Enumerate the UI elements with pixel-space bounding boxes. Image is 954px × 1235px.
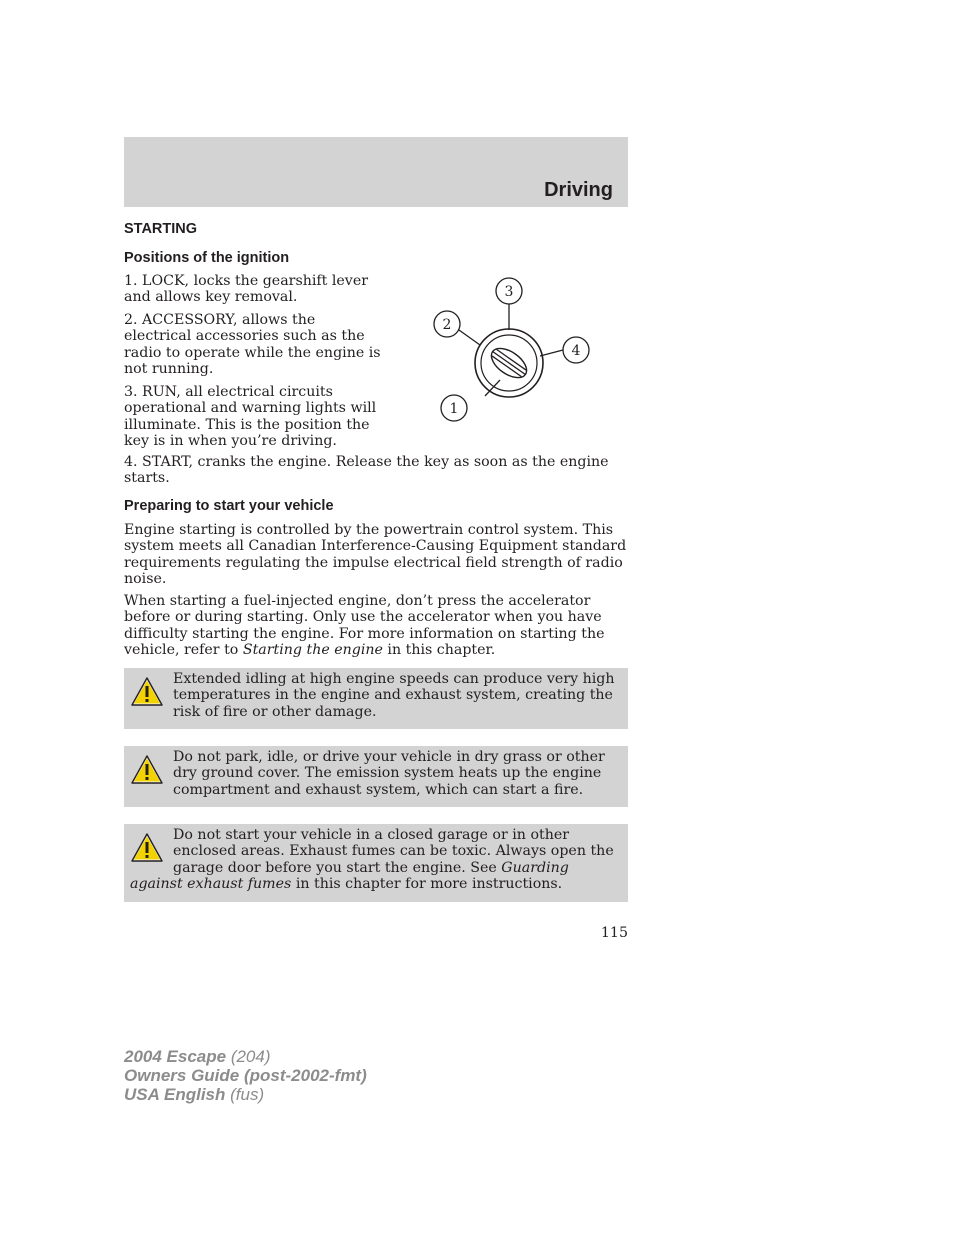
para-fuel-injected: When starting a fuel-injected engine, don’t press the accelerator before or during starting. Only use the accelerator when you have difficulty starting the engine. For more information on starting the vehicle, refer to Starting the engine in this chapter. <box>124 593 605 658</box>
section-header-band <box>124 137 628 207</box>
ignition-item-accessory: 2. ACCESSORY, allows the electrical accessories such as the radio to operate while the engine is not running. <box>124 312 381 377</box>
para-powertrain: Engine starting is controlled by the powertrain control system. This system meets all Canadian Interference-Causing Equipment standard requirements regulating the impulse electrical field strength of radio noise. <box>124 522 627 587</box>
warning-box-garage <box>124 824 628 902</box>
section-title: Driving <box>544 179 613 201</box>
cross-reference: Guarding against exhaust fumes <box>130 859 569 892</box>
heading-positions: Positions of the ignition <box>124 250 290 266</box>
diagram-label-2: 2 <box>442 317 452 333</box>
warning-text-dry-grass: Do not park, idle, or drive your vehicle in dry grass or other dry ground cover. The emission system heats up the engine compartment and exhaust system, which can start a fire. <box>173 749 605 798</box>
diagram-label-1: 1 <box>449 401 459 417</box>
warning-text-idling: Extended idling at high engine speeds can produce very high temperatures in the engine and exhaust system, creating the risk of fire or other damage. <box>173 671 615 720</box>
ignition-item-start: 4. START, cranks the engine. Release the key as soon as the engine starts. <box>124 454 609 487</box>
warning-box-dry-grass <box>124 746 628 807</box>
footer-edition-info: 2004 Escape (204) Owners Guide (post-2002-fmt) USA English (fus) <box>124 1047 367 1104</box>
diagram-label-4: 4 <box>571 343 581 359</box>
ignition-item-lock: 1. LOCK, locks the gearshift lever and allows key removal. <box>124 273 368 306</box>
warning-triangle-icon <box>130 675 164 709</box>
warning-box-idling <box>124 668 628 729</box>
key-cylinder-icon <box>486 343 531 384</box>
warning-triangle-icon <box>130 831 164 865</box>
ignition-item-run: 3. RUN, all electrical circuits operational and warning lights will illuminate. This is the position the key is in when you’re driving. <box>124 384 377 449</box>
warning-triangle-icon <box>130 753 164 787</box>
heading-preparing: Preparing to start your vehicle <box>124 498 334 514</box>
page-number: 115 <box>600 925 628 941</box>
warning-text-garage: Do not start your vehicle in a closed garage or in other enclosed areas. Exhaust fumes can be toxic. Always open the garage door before you start the engine. See Guarding against exhaust fumes in this chapter for more instructions. <box>130 827 614 892</box>
ignition-diagram <box>425 270 595 430</box>
diagram-label-3: 3 <box>504 284 514 300</box>
heading-starting: STARTING <box>124 221 198 237</box>
cross-reference: Starting the engine <box>242 641 383 658</box>
